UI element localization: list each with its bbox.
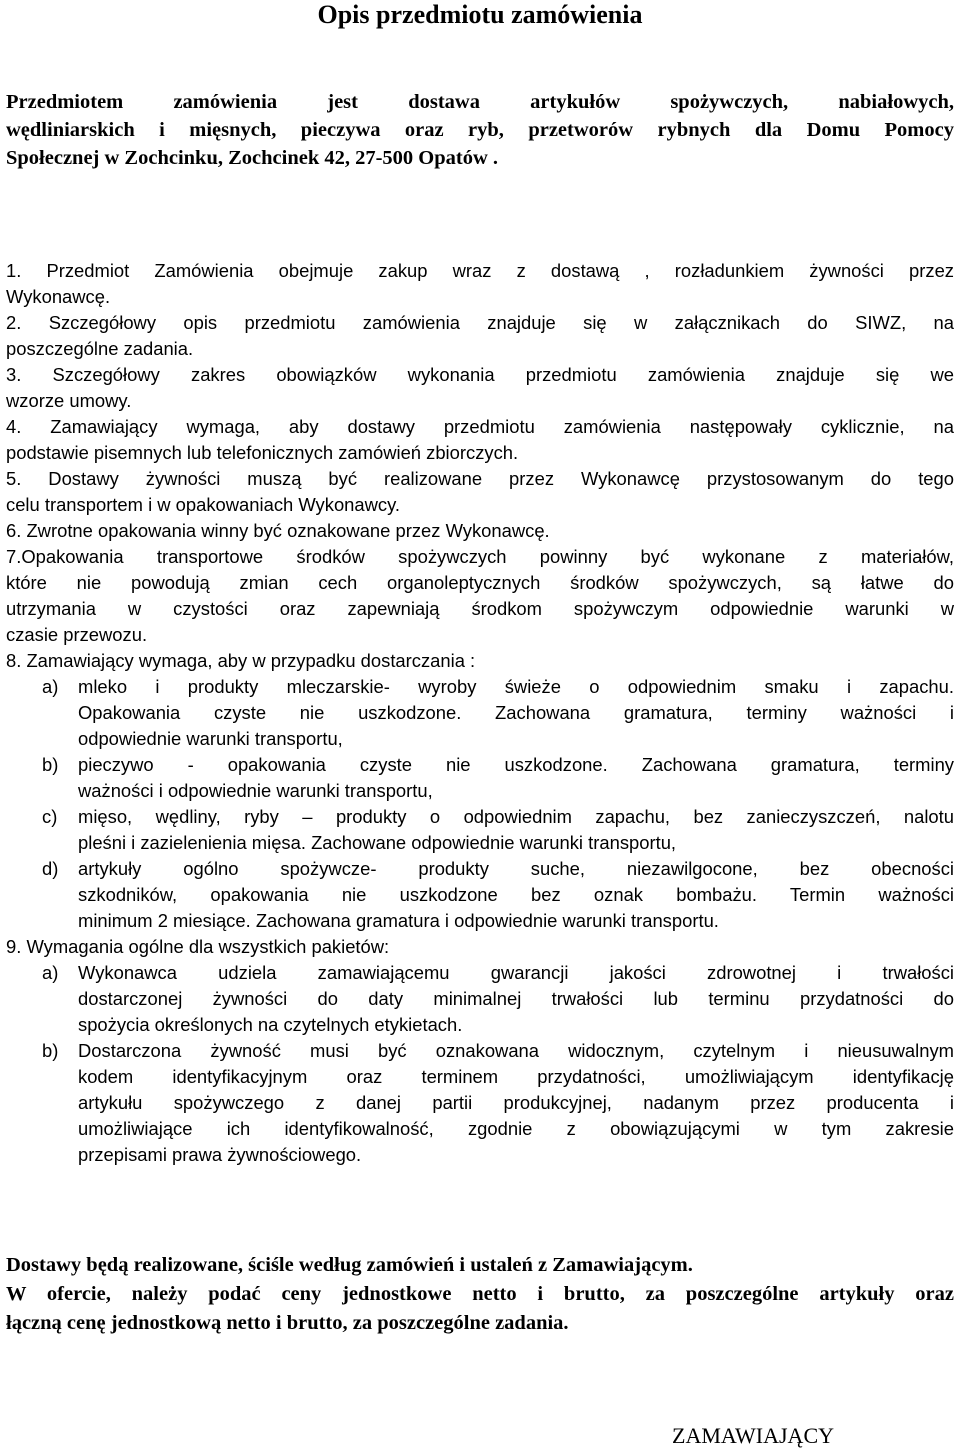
point-1 [6,258,954,310]
sub-item-line: Dostarczona żywność musi być oznakowana widocznym, czytelnym i nieusuwalnym [78,1040,954,1061]
sub-item-a [6,674,954,752]
intro-line: Przedmiotem zamówienia jest dostawa artykułów spożywczych, nabiałowych, [6,91,954,113]
sub-item-b [6,752,954,804]
point-line: Wykonawcę. [6,286,111,307]
point-line: 7.Opakowania transportowe środków spożywczych powinny być wykonane z materiałów, [6,546,954,567]
point-line: 4. Zamawiający wymaga, aby dostawy przedmiotu zamówienia następowały cyklicznie, na [6,416,954,437]
sub-item-line: spożycia określonych na czytelnych etykietach. [78,1014,463,1035]
closing-line: W ofercie, należy podać ceny jednostkowe netto i brutto, za poszczególne artykuły oraz [6,1283,954,1305]
sub-item-line: kodem identyfikacyjnym oraz terminem przydatności, umożliwiającym identyfikację [78,1066,954,1087]
sub-item-letter: d) [42,858,59,879]
sub-item-c [6,804,954,856]
point-line: poszczególne zadania. [6,338,194,359]
intro-paragraph [6,88,954,172]
sub-item-line: mleko i produkty mleczarskie- wyroby świeże o odpowiednim smaku i zapachu. [78,676,954,697]
sub-item-body [78,752,954,804]
intro-line: wędliniarskich i mięsnych, pieczywa oraz ryb, przetworów rybnych dla Domu Pomocy [6,119,954,141]
sub-item-line: szkodników, opakowania nie uszkodzone bez oznak bombażu. Termin ważności [78,884,954,905]
sub-item-line: pleśni i zazielenienia mięsa. Zachowane odpowiednie warunki transportu, [78,832,677,853]
signature: ZAMAWIAJĄCY [672,1423,835,1448]
point-heading: 9. Wymagania ogólne dla wszystkich pakietów: [6,936,390,957]
intro-line: Społecznej w Zochcinku, Zochcinek 42, 27-500 Opatów . [6,147,499,169]
point-line: 1. Przedmiot Zamówienia obejmuje zakup wraz z dostawą , rozładunkiem żywności przez [6,260,954,281]
sub-item-a [6,960,954,1038]
requirements-list [6,258,954,1168]
document-title: Opis przedmiotu zamówienia [317,0,643,29]
sub-item-body [78,804,954,856]
point-line: 3. Szczegółowy zakres obowiązków wykonania przedmiotu zamówienia znajduje się we [6,364,954,385]
sub-item-line: ważności i odpowiednie warunki transportu, [78,780,433,801]
point-line: celu transportem i w opakowaniach Wykonawcy. [6,494,401,515]
sub-item-letter: c) [42,806,58,827]
point-7 [6,544,954,648]
point-line: czasie przewozu. [6,624,148,645]
sub-item-letter: b) [42,754,59,775]
point-8 [6,648,954,934]
point-line: 2. Szczegółowy opis przedmiotu zamówienia znajduje się w załącznikach do SIWZ, na [6,312,954,333]
point-line: utrzymania w czystości oraz zapewniają środkom spożywczym odpowiednie warunki w [6,598,954,619]
sub-item-line: odpowiednie warunki transportu, [78,728,343,749]
point-line: 6. Zwrotne opakowania winny być oznakowane przez Wykonawcę. [6,520,550,541]
point-4 [6,414,954,466]
point-2 [6,310,954,362]
sub-item-letter: a) [42,962,59,983]
sub-item-line: mięso, wędliny, ryby – produkty o odpowiednim zapachu, bez zanieczyszczeń, nalotu [78,806,954,827]
sub-item-b [6,1038,954,1168]
point-line: które nie powodują zmian cech organoleptycznych środków spożywczych, są łatwe do [6,572,954,593]
point-9 [6,934,954,1168]
point-line: 5. Dostawy żywności muszą być realizowane przez Wykonawcę przystosowanym do tego [6,468,954,489]
sub-item-letter: a) [42,676,59,697]
point-line: podstawie pisemnych lub telefonicznych zamówień zbiorczych. [6,442,519,463]
sub-item-line: Wykonawca udziela zamawiającemu gwarancji jakości zdrowotnej i trwałości [78,962,954,983]
sub-item-body [78,960,954,1038]
point-3 [6,362,954,414]
sub-item-line: umożliwiające ich identyfikowalność, zgodnie z obowiązującymi w tym zakresie [78,1118,954,1139]
point-line: wzorze umowy. [6,390,132,411]
point-heading: 8. Zamawiający wymaga, aby w przypadku dostarczania : [6,650,476,671]
point-5 [6,466,954,518]
sub-item-d [6,856,954,934]
sub-item-line: dostarczonej żywności do daty minimalnej trwałości lub terminu przydatności do [78,988,954,1009]
sub-item-line: pieczywo - opakowania czyste nie uszkodzone. Zachowana gramatura, terminy [78,754,954,775]
sub-item-line: minimum 2 miesiące. Zachowana gramatura i odpowiednie warunki transportu. [78,910,719,931]
sub-item-body [78,856,954,934]
closing-line: Dostawy będą realizowane, ściśle według zamówień i ustaleń z Zamawiającym. [6,1254,693,1276]
sub-item-line: artykuły ogólno spożywcze- produkty suche, niezawilgocone, bez obecności [78,858,954,879]
sub-item-body [78,674,954,752]
sub-item-line: Opakowania czyste nie uszkodzone. Zachowana gramatura, terminy ważności i [78,702,954,723]
point-6 [6,518,954,544]
sub-item-line: artykułu spożywczego z danej partii produkcyjnej, nadanym przez producenta i [78,1092,954,1113]
sub-item-letter: b) [42,1040,59,1061]
sub-item-line: przepisami prawa żywnościowego. [78,1144,362,1165]
closing-paragraph [6,1251,954,1338]
sub-item-body [78,1038,954,1168]
closing-line: łączną cenę jednostkową netto i brutto, za poszczególne zadania. [6,1312,569,1334]
